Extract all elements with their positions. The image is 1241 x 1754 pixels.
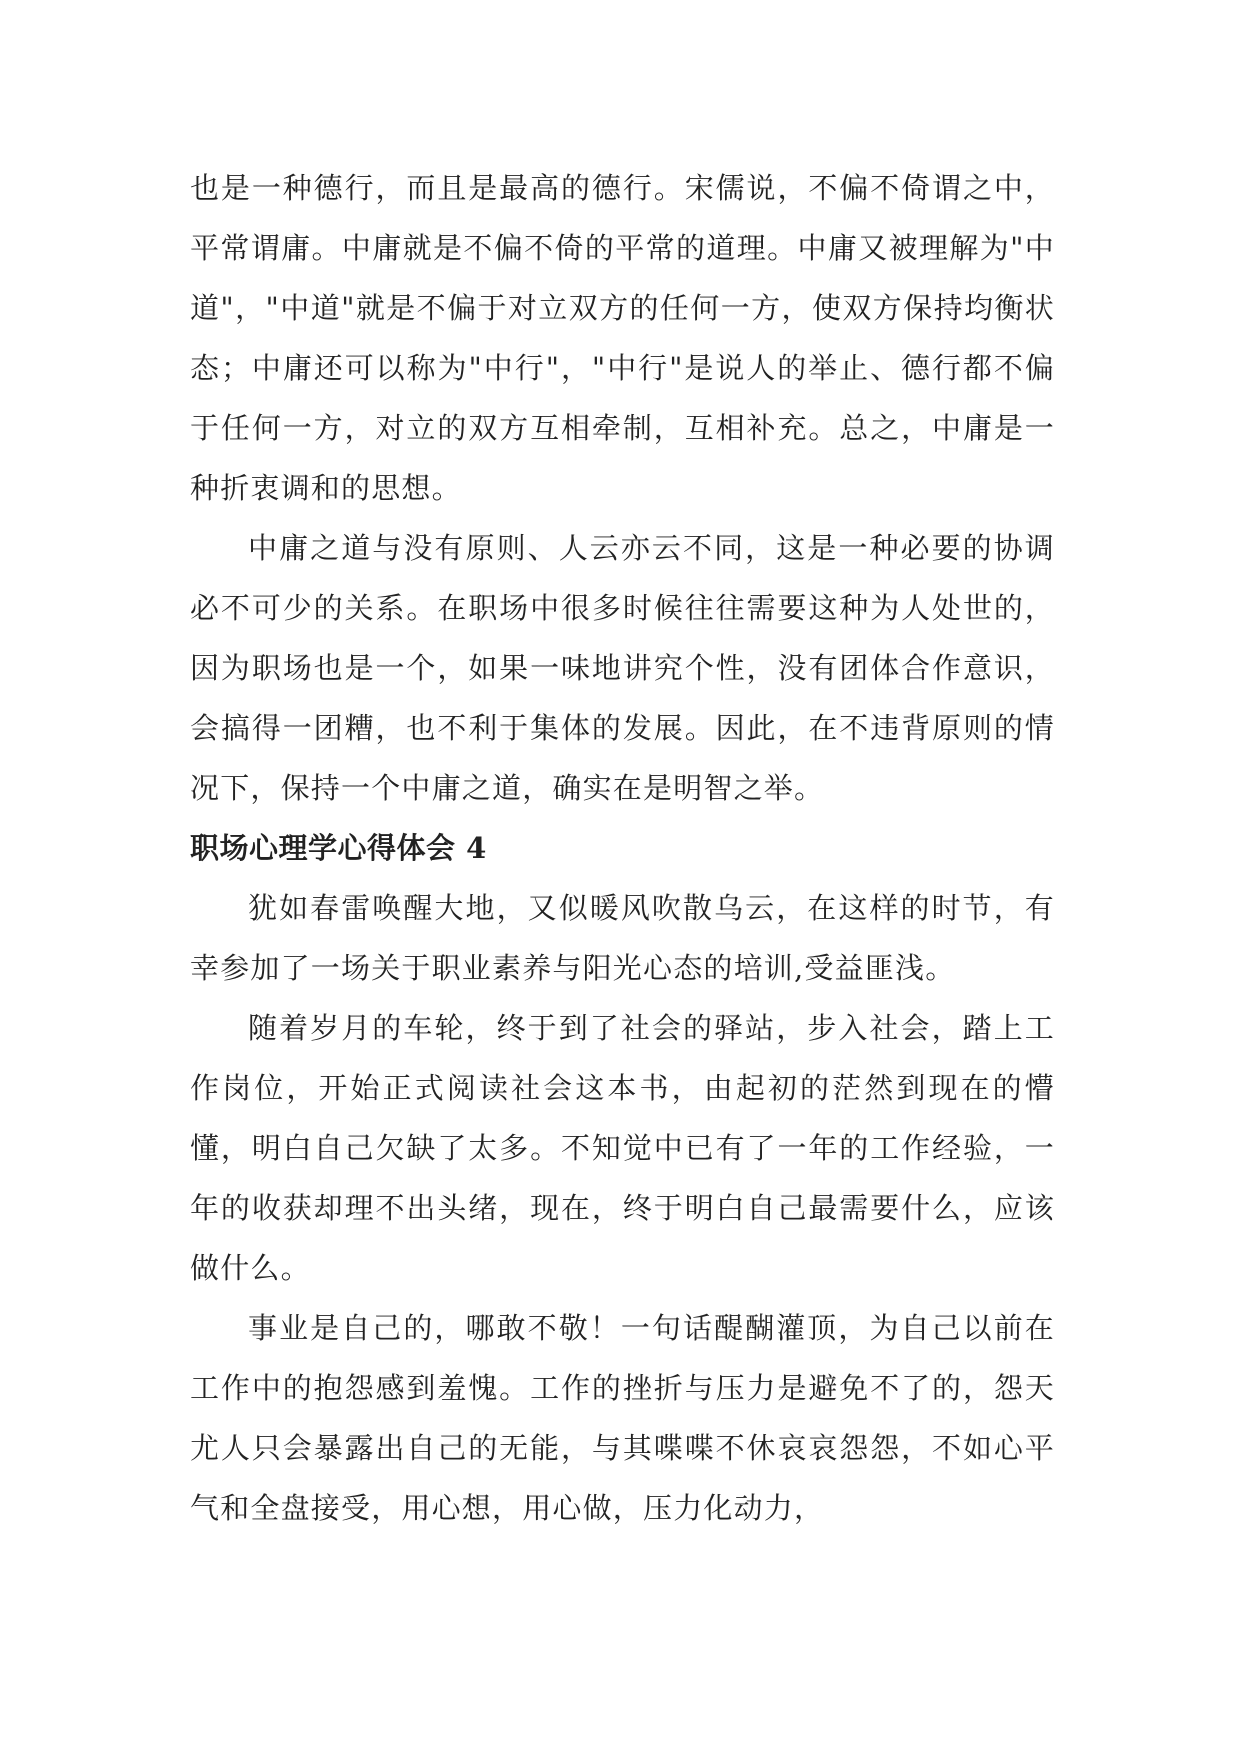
section-heading: 职场心理学心得体会 4 xyxy=(190,831,487,865)
body-paragraph-3: 犹如春雷唤醒大地，又似暖风吹散乌云，在这样的时节，有幸参加了一场关于职业素养与阳光心态的培训,受益匪浅。 xyxy=(190,891,1055,985)
body-paragraph-1: 也是一种德行，而且是最高的德行。宋儒说，不偏不倚谓之中，平常谓庸。中庸就是不偏不倚的平常的道理。中庸又被理解为"中道"，"中道"就是不偏于对立双方的任何一方，使双方保持均衡状态；中庸还可以称为"中行"，"中行"是说人的举止、德行都不偏于任何一方，对立的双方互相牵制，互相补充。总之，中庸是一种折衷调和的思想。 xyxy=(190,171,1055,505)
body-paragraph-5: 事业是自己的，哪敢不敬！一句话醍醐灌顶，为自己以前在工作中的抱怨感到羞愧。工作的挫折与压力是避免不了的，怨天尤人只会暴露出自己的无能，与其喋喋不休哀哀怨怨，不如心平气和全盘接受，用心想，用心做，压力化动力， xyxy=(190,1311,1055,1525)
body-paragraph-2: 中庸之道与没有原则、人云亦云不同，这是一种必要的协调必不可少的关系。在职场中很多时候往往需要这种为人处世的，因为职场也是一个，如果一味地讲究个性，没有团体合作意识，会搞得一团糟，也不利于集体的发展。因此，在不违背原则的情况下，保持一个中庸之道，确实在是明智之举。 xyxy=(190,531,1055,805)
document-body xyxy=(190,158,1055,1538)
body-paragraph-4: 随着岁月的车轮，终于到了社会的驿站，步入社会，踏上工作岗位，开始正式阅读社会这本书，由起初的茫然到现在的懵懂，明白自己欠缺了太多。不知觉中已有了一年的工作经验，一年的收获却理不出头绪，现在，终于明白自己最需要什么，应该做什么。 xyxy=(190,1011,1055,1285)
